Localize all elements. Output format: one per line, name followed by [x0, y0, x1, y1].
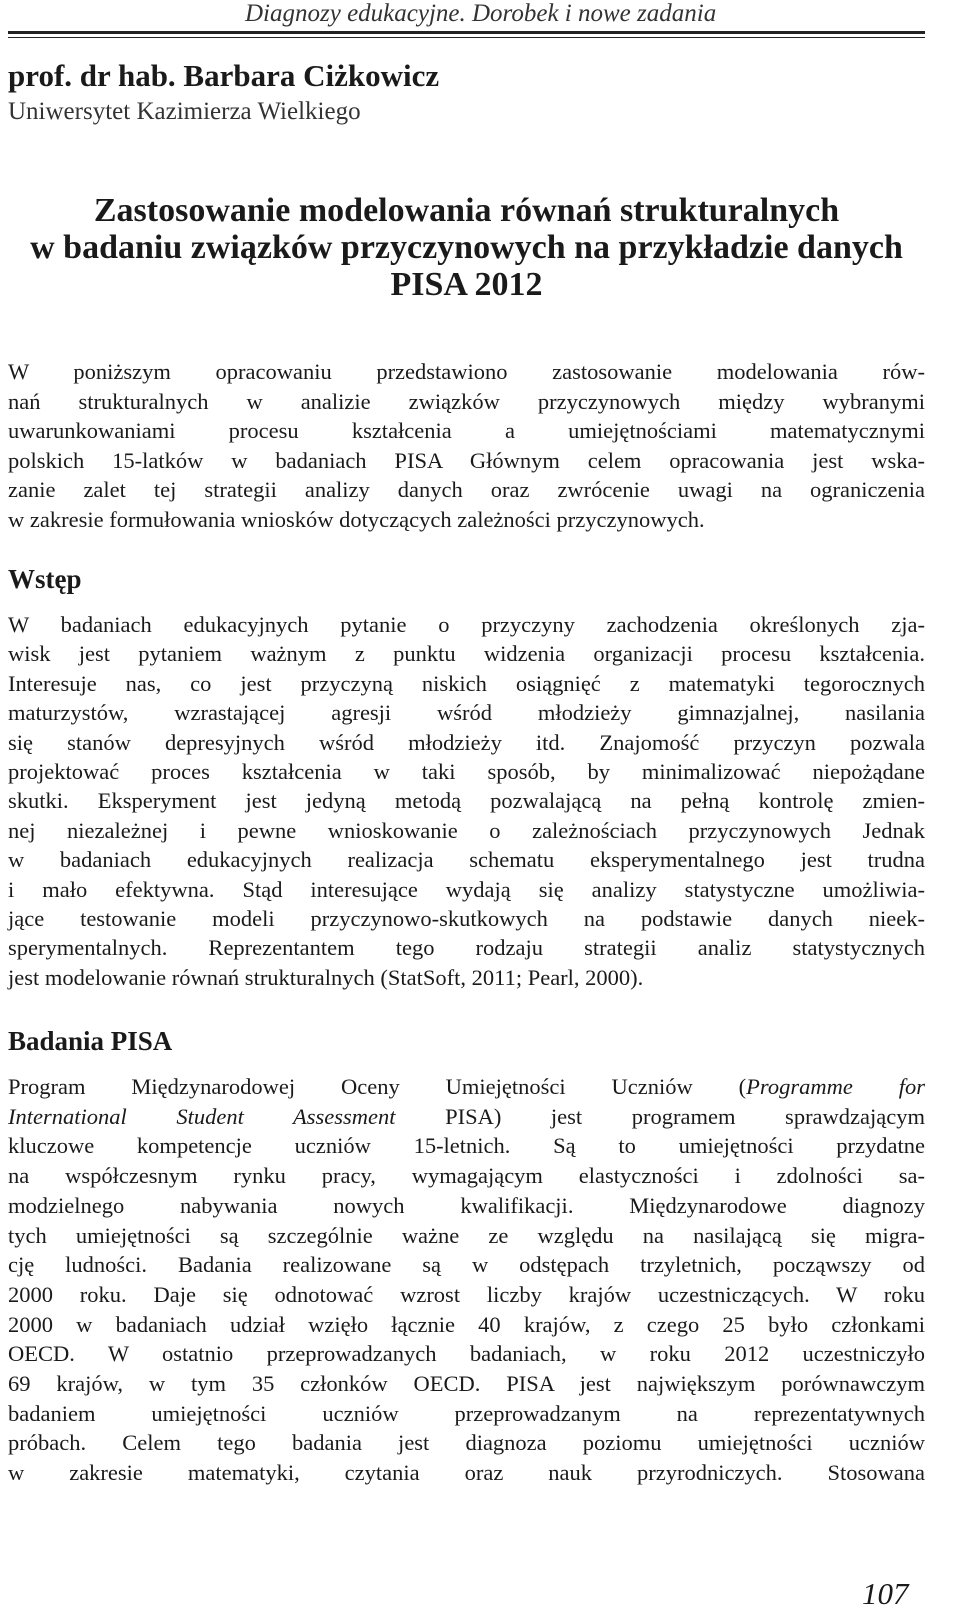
section-heading-wstep: Wstęp — [8, 564, 82, 594]
body-line: OECD. W ostatnio przeprowadzanych badaniach, w roku 2012 uczestniczyło — [8, 1341, 925, 1367]
body-line: jest modelowanie równań strukturalnych (StatSoft, 2011; Pearl, 2000). — [8, 964, 644, 990]
body-line: tych umiejętności są szczególnie ważne ze względu na nasilającą się migra- — [8, 1222, 925, 1248]
abstract-line: w zakresie formułowania wniosków dotyczących zależności przyczynowych. — [8, 506, 705, 532]
abstract-line: zanie zalet tej strategii analizy danych oraz zwrócenie uwagi na ograniczenia — [8, 477, 925, 503]
body-line: Interesuje nas, co jest przyczyną niskich osiągnięć z matematyki tegorocznych — [8, 670, 925, 696]
title-line: w badaniu związków przyczynowych na przykładzie danych — [30, 229, 903, 266]
body-line: skutki. Eksperyment jest jedyną metodą pozwalającą na pełną kontrolę zmien- — [8, 788, 925, 814]
abstract — [8, 357, 925, 535]
author-affiliation: Uniwersytet Kazimierza Wielkiego — [8, 98, 361, 125]
title-line: PISA 2012 — [390, 266, 543, 303]
abstract-line: polskich 15-latków w badaniach PISA Głównym celem opracowania jest wska- — [8, 447, 925, 473]
body-line: 69 krajów, w tym 35 członków OECD. PISA jest największym porównawczym — [8, 1371, 925, 1397]
body-line: maturzystów, wzrastającej agresji wśród młodzieży gimnazjalnej, nasilania — [8, 700, 925, 726]
body-line: w badaniach edukacyjnych realizacja schematu eksperymentalnego jest trudna — [8, 847, 925, 873]
article-title — [8, 192, 925, 303]
page-number: 107 — [862, 1576, 909, 1611]
body-line: w zakresie matematyki, czytania oraz nauk przyrodniczych. Stosowana — [8, 1460, 925, 1486]
body-line: 2000 w badaniach udział wzięło łącznie 40 krajów, z czego 25 było członkami — [8, 1311, 925, 1337]
running-title: Diagnozy edukacyjne. Dorobek i nowe zadania — [245, 0, 717, 27]
abstract-line: nań strukturalnych w analizie związków przyczynowych między wybranymi — [8, 388, 925, 414]
body-line: projektować proces kształcenia w taki sposób, by minimalizować niepożądane — [8, 759, 925, 785]
author-name: prof. dr hab. Barbara Ciżkowicz — [8, 58, 440, 93]
title-line: Zastosowanie modelowania równań strukturalnych — [93, 192, 840, 229]
body-line: próbach. Celem tego badania jest diagnoza poziomu umiejętności uczniów — [8, 1430, 925, 1456]
body-line: badaniem umiejętności uczniów przeprowadzanym na reprezentatywnych — [8, 1400, 925, 1426]
body-line: jące testowanie modeli przyczynowo-skutkowych na podstawie danych nieek- — [8, 906, 925, 932]
body-line: cję ludności. Badania realizowane są w odstępach trzyletnich, począwszy od — [8, 1252, 925, 1278]
body-line: sperymentalnych. Reprezentantem tego rodzaju strategii analiz statystycznych — [8, 935, 925, 961]
body-line: nej niezależnej i pewne wnioskowanie o zależnościach przyczynowych Jednak — [8, 817, 925, 843]
section-body-wstep — [8, 610, 925, 992]
body-line: na współczesnym rynku pracy, wymagającym elastyczności i zdolności sa- — [8, 1163, 925, 1189]
section-heading-badania-pisa: Badania PISA — [8, 1026, 173, 1056]
body-line — [8, 1102, 925, 1132]
header-rule-thin — [8, 37, 925, 38]
body-line: kluczowe kompetencje uczniów 15-letnich. Są to umiejętności przydatne — [8, 1133, 925, 1159]
abstract-line: uwarunkowaniami procesu kształcenia a umiejętnościami matematycznymi — [8, 418, 925, 444]
program-name-italic: Programme for — [746, 1074, 925, 1099]
body-line: wisk jest pytaniem ważnym z punktu widzenia organizacji procesu kształcenia. — [8, 641, 925, 667]
body-line: W badaniach edukacyjnych pytanie o przyczyny zachodzenia określonych zja- — [8, 612, 925, 637]
text-run: PISA) jest programem sprawdzającym — [395, 1103, 925, 1129]
header-rule-thick — [8, 31, 925, 34]
body-line: 2000 roku. Daje się odnotować wzrost liczby krajów uczestniczących. W roku — [8, 1281, 925, 1307]
body-line: się stanów depresyjnych wśród młodzieży itd. Znajomość przyczyn pozwala — [8, 729, 925, 755]
body-line: i mało efektywna. Stąd interesujące wydają się analizy statystyczne umożliwia- — [8, 876, 925, 902]
section-body-badania-pisa — [8, 1072, 925, 1488]
abstract-line: W poniższym opracowaniu przedstawiono zastosowanie modelowania rów- — [8, 359, 925, 384]
program-name-italic: International Student Assessment — [8, 1103, 396, 1129]
body-line — [8, 1072, 925, 1102]
body-line: modzielnego nabywania nowych kwalifikacji. Międzynarodowe diagnozy — [8, 1192, 925, 1218]
text-run: Program Międzynarodowej Oceny Umiejętności Uczniów ( — [8, 1074, 747, 1099]
